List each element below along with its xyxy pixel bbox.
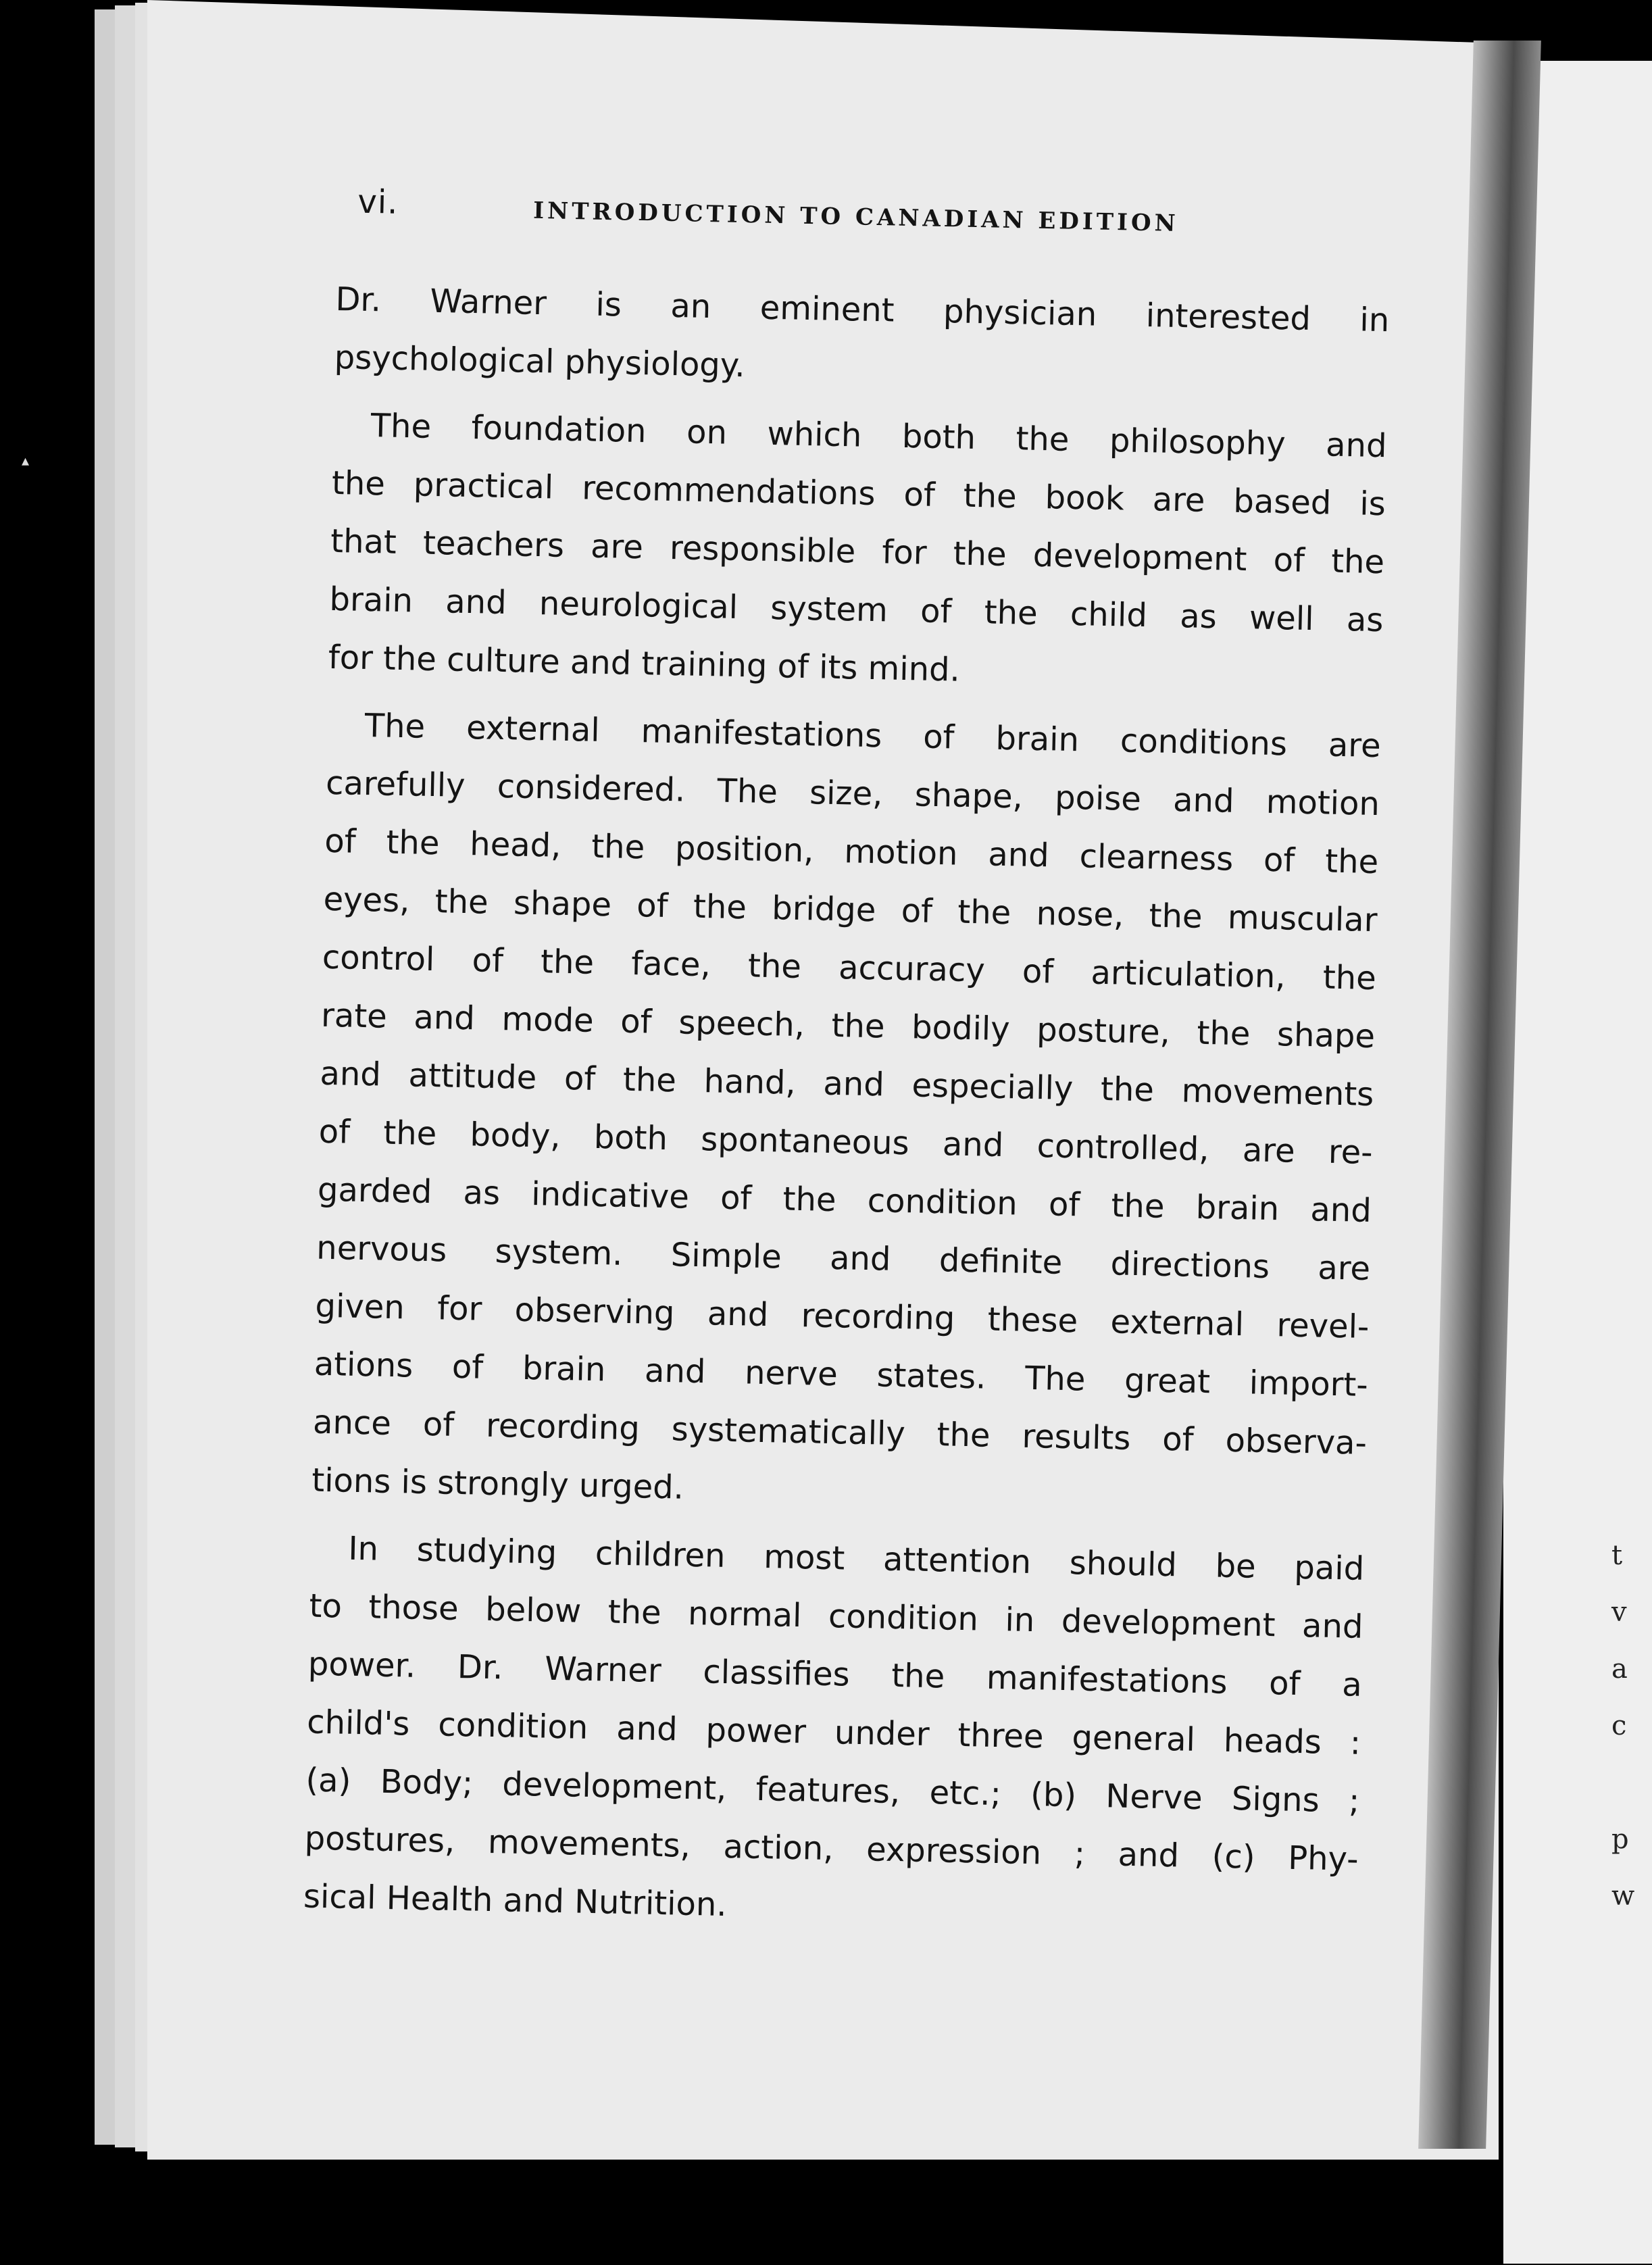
text-line: garded as indicative of the condition of the brain and: [317, 1170, 1372, 1230]
text-line: nervous system. Simple and definite directions are: [316, 1228, 1371, 1288]
text-line: The external manifestations of brain conditions are: [364, 706, 1382, 766]
fragment-letter: t: [1611, 1540, 1623, 1571]
page-content: [303, 182, 1392, 1956]
text-line: brain and neurological system of the child as well as: [329, 580, 1384, 640]
text-line: sical Health and Nutrition.: [303, 1877, 728, 1924]
text-line: The foundation on which both the philosophy and: [370, 407, 1388, 466]
text-line: of the head, the position, motion and clearness of the: [324, 822, 1379, 882]
paragraph: [311, 696, 1382, 1530]
fragment-letter: w: [1611, 1881, 1635, 1912]
page-edge: [95, 9, 116, 2145]
text-line: psychological physiology.: [334, 338, 746, 385]
fragment-letter: p: [1611, 1824, 1629, 1855]
text-line: ations of brain and nerve states. The great import-: [314, 1345, 1369, 1404]
text-line: In studying children most attention should be paid: [347, 1529, 1365, 1588]
text-line: of the body, both spontaneous and controlled, are re-: [318, 1112, 1374, 1172]
paragraph: [334, 270, 1390, 407]
text-line: for the culture and training of its mind.: [328, 638, 961, 689]
text-line: the practical recommendations of the book are based is: [331, 464, 1386, 524]
text-line: ance of recording systematically the results of observa-: [312, 1403, 1368, 1462]
text-line: that teachers are responsible for the development of the: [330, 522, 1385, 582]
text-line: power. Dr. Warner classifies the manifestations of a: [307, 1645, 1363, 1704]
running-head-title: INTRODUCTION TO CANADIAN EDITION: [532, 197, 1180, 237]
text-line: Dr. Warner is an eminent physician interested in: [334, 280, 1390, 340]
fragment-letter: a: [1611, 1653, 1628, 1685]
paragraph: [328, 396, 1387, 707]
text-line: given for observing and recording these external revel-: [315, 1287, 1370, 1346]
text-line: to those below the normal condition in development and: [309, 1587, 1363, 1646]
fragment-letter: v: [1611, 1597, 1627, 1628]
text-line: rate and mode of speech, the bodily posture, the shape: [320, 996, 1376, 1056]
text-line: child's condition and power under three general heads :: [306, 1703, 1361, 1762]
facing-page-text-fragment: [1611, 1527, 1635, 1924]
page-number: vi.: [357, 182, 399, 222]
text-line: and attitude of the hand, and especially the movements: [319, 1054, 1374, 1114]
text-line: control of the face, the accuracy of articulation, the: [322, 938, 1377, 998]
paragraph: [303, 1519, 1365, 1947]
text-line: eyes, the shape of the bridge of the nose, the muscular: [323, 880, 1378, 940]
text-line: tions is strongly urged.: [311, 1461, 684, 1507]
text-line: (a) Body; development, features, etc.; (b) Nerve Signs ;: [305, 1761, 1360, 1820]
fragment-letter: c: [1611, 1710, 1627, 1741]
text-line: carefully considered. The size, shape, poise and motion: [325, 764, 1380, 824]
page-edge: [115, 5, 136, 2147]
text-line: postures, movements, action, expression ; and (c) Phy-: [304, 1819, 1359, 1878]
stray-mark: ▴: [22, 453, 30, 470]
